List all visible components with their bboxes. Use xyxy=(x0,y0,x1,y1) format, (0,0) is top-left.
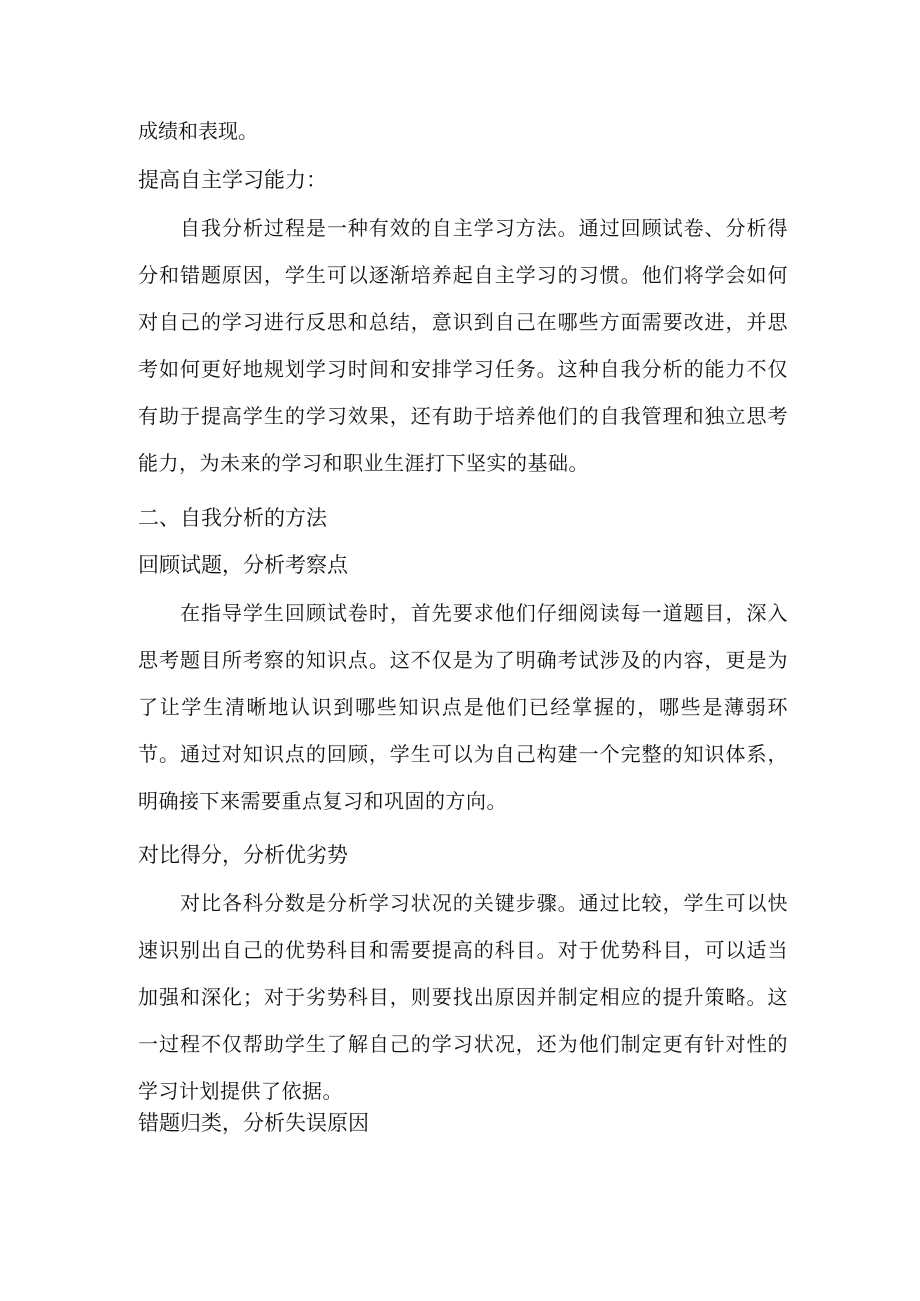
section-heading-autonomous-learning: 提高自主学习能力： xyxy=(138,168,327,192)
subheading-compare-scores: 对比得分，分析优劣势 xyxy=(138,843,348,867)
paragraph-compare-scores: 对比各科分数是分析学习状况的关键步骤。通过比较，学生可以快速识别出自己的优势科目和需要提高的科目。对于优势科目，可以适当加强和深化；对于劣势科目，则要找出原因并制定相应的提升策略。这一过程不仅帮助学生了解自己的学习状况，还为他们制定更有针对性的学习计划提供了依据。 xyxy=(138,891,788,1103)
paragraph-autonomous-learning: 自我分析过程是一种有效的自主学习方法。通过回顾试卷、分析得分和错题原因，学生可以逐渐培养起自主学习的习惯。他们将学会如何对自己的学习进行反思和总结，意识到自己在哪些方面需要改进，并思考如何更好地规划学习时间和安排学习任务。这种自我分析的能力不仅有助于提高学生的学习效果，还有助于培养他们的自我管理和独立思考能力，为未来的学习和职业生涯打下坚实的基础。 xyxy=(138,216,788,475)
subheading-review-questions: 回顾试题，分析考察点 xyxy=(138,553,348,577)
continuation-text: 成绩和表现。 xyxy=(138,119,258,143)
chapter-heading-methods: 二、自我分析的方法 xyxy=(138,506,327,530)
subheading-classify-errors: 错题归类，分析失误原因 xyxy=(138,1111,369,1135)
paragraph-review-questions: 在指导学生回顾试卷时，首先要求他们仔细阅读每一道题目，深入思考题目所考察的知识点。这不仅是为了明确考试涉及的内容，更是为了让学生清晰地认识到哪些知识点是他们已经掌握的，哪些是薄弱环节。通过对知识点的回顾，学生可以为自己构建一个完整的知识体系，明确接下来需要重点复习和巩固的方向。 xyxy=(138,601,788,813)
